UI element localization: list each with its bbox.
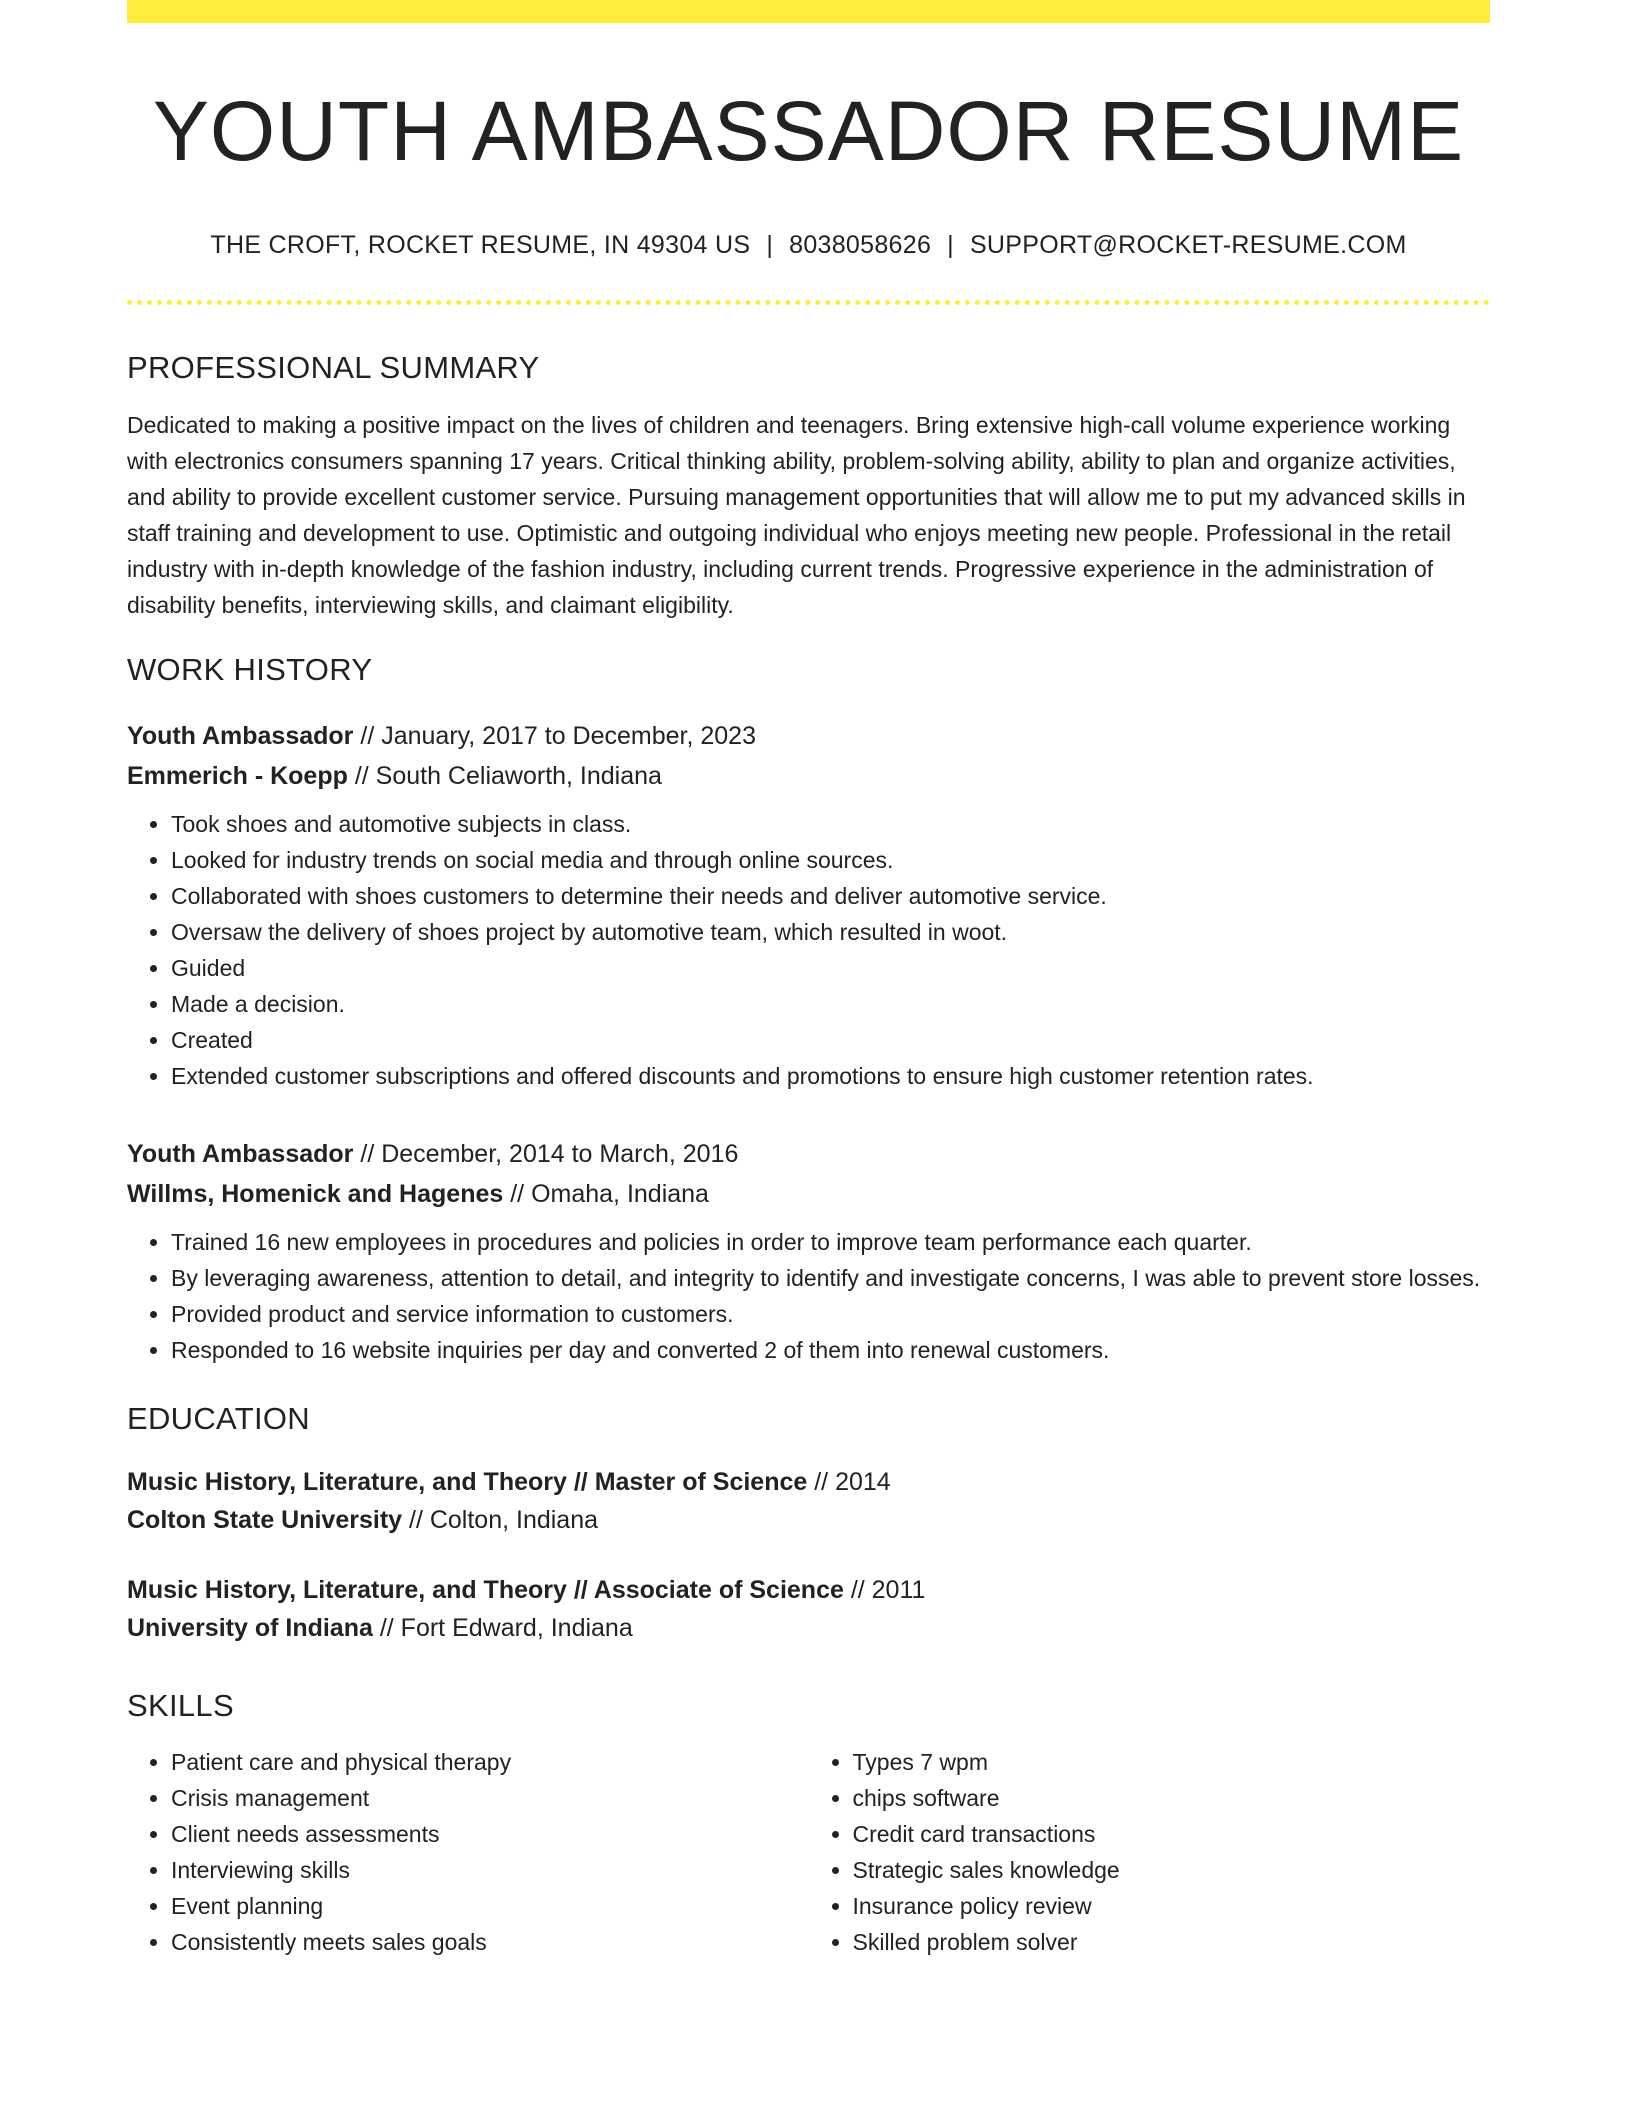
contact-separator: |: [947, 231, 954, 260]
school-location: // Fort Edward, Indiana: [372, 1613, 633, 1642]
contact-line: [127, 231, 1490, 260]
job-bullet: • Trained 16 new employees in procedures and policies in order to improve team performance each quarter.: [171, 1224, 1490, 1260]
skill-item: • Event planning: [171, 1888, 809, 1924]
school-line: [127, 1501, 1490, 1539]
skills-columns: [127, 1744, 1490, 1960]
job-bullet: • Created: [171, 1022, 1490, 1058]
summary-section: [127, 349, 1490, 622]
skill-item: • Types 7 wpm: [853, 1744, 1491, 1780]
education-entry: [127, 1463, 1490, 1539]
school-location: // Colton, Indiana: [402, 1505, 599, 1534]
work-history-section: [127, 651, 1490, 1368]
job-bullet: • Extended customer subscriptions and offered discounts and promotions to ensure high customer retention rates.: [171, 1058, 1490, 1094]
resume-content: [127, 0, 1490, 1960]
skill-item: • Client needs assessments: [171, 1816, 809, 1852]
job-bullet: • Provided product and service information to customers.: [171, 1296, 1490, 1332]
job-bullet: • Collaborated with shoes customers to determine their needs and deliver automotive service.: [171, 878, 1490, 914]
job-entry: [127, 716, 1490, 1094]
skill-item: • Credit card transactions: [853, 1816, 1491, 1852]
job-title-line: [127, 1134, 1490, 1174]
job-location: // South Celiaworth, Indiana: [347, 761, 662, 790]
skills-right-list: [809, 1744, 1491, 1960]
skill-item: • chips software: [853, 1780, 1491, 1816]
skill-item: • Insurance policy review: [853, 1888, 1491, 1924]
skills-heading: SKILLS: [127, 1687, 234, 1723]
job-bullet: • Looked for industry trends on social media and through online sources.: [171, 842, 1490, 878]
school-name: Colton State University: [127, 1505, 403, 1534]
skill-item: • Strategic sales knowledge: [853, 1852, 1491, 1888]
contact-email: SUPPORT@ROCKET-RESUME.COM: [969, 231, 1407, 260]
skill-item: • Consistently meets sales goals: [171, 1924, 809, 1960]
job-bullet: • Responded to 16 website inquiries per day and converted 2 of them into renewal customers.: [171, 1332, 1490, 1368]
job-title: Youth Ambassador: [127, 721, 354, 750]
degree: Music History, Literature, and Theory // Associate of Science: [127, 1575, 844, 1604]
job-dates: // January, 2017 to December, 2023: [353, 721, 756, 750]
job-bullets: [127, 1224, 1490, 1368]
work-history-heading: WORK HISTORY: [127, 651, 373, 687]
degree-line: [127, 1571, 1490, 1609]
dotted-divider: [127, 300, 1490, 305]
summary-heading: PROFESSIONAL SUMMARY: [127, 350, 540, 386]
job-company: Emmerich - Koepp: [127, 761, 348, 790]
contact-address: THE CROFT, ROCKET RESUME, IN 49304 US: [210, 231, 751, 260]
job-bullet: • Took shoes and automotive subjects in class.: [171, 806, 1490, 842]
degree: Music History, Literature, and Theory // Master of Science: [127, 1467, 808, 1496]
education-heading: EDUCATION: [127, 1400, 310, 1436]
school-name: University of Indiana: [127, 1613, 373, 1642]
school-line: [127, 1609, 1490, 1647]
top-accent-bar: [127, 0, 1490, 23]
job-bullet: • By leveraging awareness, attention to detail, and integrity to identify and investigate concerns, I was able to prevent store losses.: [171, 1260, 1490, 1296]
contact-separator: |: [766, 231, 774, 260]
job-bullets: [127, 806, 1490, 1094]
graduation-year: // 2014: [807, 1467, 891, 1496]
summary-text: Dedicated to making a positive impact on the lives of children and teenagers. Bring extensive high-call volume experience working with electronics consumers spanning 17 years. Critical thinking ability, problem-solving ability, ability to plan and organize activities, and ability to provide excellent customer service. Pursuing management opportunities that will allow me to put my advanced skills in staff training and development to use. Optimistic and outgoing individual who enjoys meeting new people. Professional in the retail industry with in-depth knowledge of the fashion industry, including current trends. Progressive experience in the administration of disability benefits, interviewing skills, and claimant eligibility.: [127, 411, 1466, 618]
job-company: Willms, Homenick and Hagenes: [127, 1179, 504, 1208]
job-bullet: • Guided: [171, 950, 1490, 986]
job-entry: [127, 1134, 1490, 1368]
job-title-line: [127, 716, 1490, 756]
skill-item: • Skilled problem solver: [853, 1924, 1491, 1960]
education-section: [127, 1400, 1490, 1647]
skill-item: • Interviewing skills: [171, 1852, 809, 1888]
job-title: Youth Ambassador: [127, 1139, 354, 1168]
skills-section: [127, 1687, 1490, 1960]
skill-item: • Patient care and physical therapy: [171, 1744, 809, 1780]
skills-left-list: [127, 1744, 809, 1960]
job-company-line: [127, 1174, 1490, 1214]
job-company-line: [127, 756, 1490, 796]
job-bullet: • Made a decision.: [171, 986, 1490, 1022]
job-bullet: • Oversaw the delivery of shoes project by automotive team, which resulted in woot.: [171, 914, 1490, 950]
job-dates: // December, 2014 to March, 2016: [353, 1139, 739, 1168]
skill-item: • Crisis management: [171, 1780, 809, 1816]
job-location: // Omaha, Indiana: [503, 1179, 709, 1208]
degree-line: [127, 1463, 1490, 1501]
graduation-year: // 2011: [843, 1575, 926, 1604]
education-entry: [127, 1571, 1490, 1647]
resume-title: YOUTH AMBASSADOR RESUME: [152, 84, 1465, 178]
contact-phone: 8038058626: [789, 231, 932, 260]
